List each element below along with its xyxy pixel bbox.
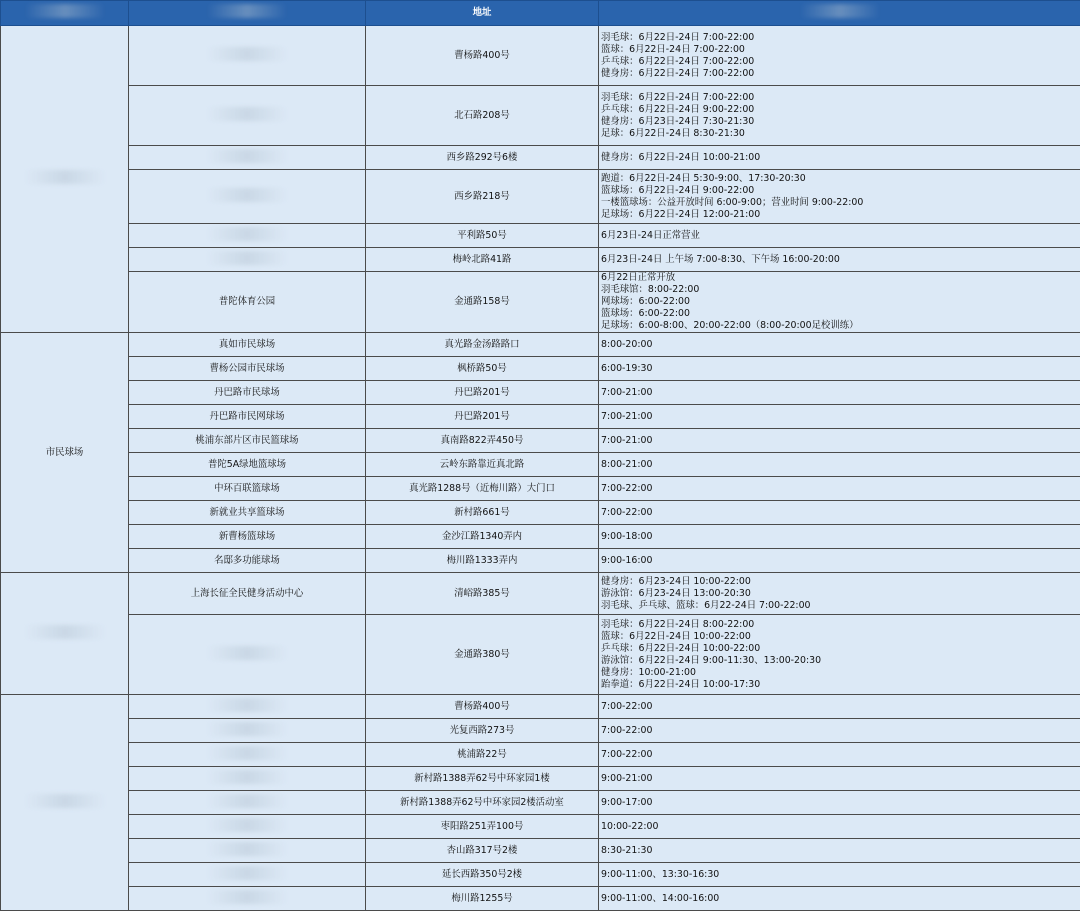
table-row — [1, 26, 1080, 86]
opening-hours-line: 9:00-16:00 — [601, 554, 653, 566]
opening-hours-line: 9:00-18:00 — [601, 530, 653, 542]
opening-hours-line: 足球场：6月22日-24日 12:00-21:00 — [601, 208, 761, 220]
table-row — [1, 839, 1080, 863]
table-row — [1, 863, 1080, 887]
opening-hours-line: 篮球：6月22日-24日 10:00-22:00 — [601, 630, 751, 642]
address-cell: 光复西路273号 — [366, 719, 599, 743]
venue-name-cell — [129, 719, 366, 743]
opening-hours-line: 6月23日-24日正常营业 — [601, 229, 700, 241]
opening-hours-cell — [599, 333, 1080, 357]
opening-hours-cell — [599, 863, 1080, 887]
table-row — [1, 405, 1080, 429]
address-cell: 丹巴路201号 — [366, 405, 599, 429]
opening-hours-line: 篮球：6月22日-24日 7:00-22:00 — [601, 43, 745, 55]
table-row — [1, 146, 1080, 170]
opening-hours-line: 羽毛球：6月22日-24日 8:00-22:00 — [601, 618, 755, 630]
opening-hours-line: 乒乓球：6月22日-24日 9:00-22:00 — [601, 103, 755, 115]
category-cell — [1, 26, 129, 333]
address-cell: 真南路822弄450号 — [366, 429, 599, 453]
address-cell: 新村路661号 — [366, 501, 599, 525]
opening-hours-line: 9:00-11:00、14:00-16:00 — [601, 892, 720, 904]
opening-hours-line: 8:00-21:00 — [601, 458, 653, 470]
table-row — [1, 453, 1080, 477]
opening-hours-line: 健身房：10:00-21:00 — [601, 666, 696, 678]
venue-name-cell — [129, 146, 366, 170]
address-cell: 云岭东路靠近真北路 — [366, 453, 599, 477]
address-cell: 杏山路317号2楼 — [366, 839, 599, 863]
address-cell: 真光路金汤路路口 — [366, 333, 599, 357]
venue-name-cell — [129, 170, 366, 224]
venue-name-cell: 曹杨公园市民球场 — [129, 357, 366, 381]
venue-name-cell: 普陀体育公园 — [129, 272, 366, 333]
venue-name-cell — [129, 815, 366, 839]
address-cell: 金沙江路1340弄内 — [366, 525, 599, 549]
address-cell: 桃浦路22号 — [366, 743, 599, 767]
opening-hours-cell — [599, 405, 1080, 429]
header-hours — [599, 1, 1080, 26]
venue-name-cell — [129, 248, 366, 272]
table-row — [1, 429, 1080, 453]
table-row — [1, 887, 1080, 911]
address-cell: 西乡路218号 — [366, 170, 599, 224]
venue-name-cell — [129, 224, 366, 248]
opening-hours-line: 一楼篮球场：公益开放时间 6:00-9:00；营业时间 9:00-22:00 — [601, 196, 864, 208]
opening-hours-line: 足球场：6:00-8:00、20:00-22:00（8:00-20:00足校训练） — [601, 320, 859, 331]
address-cell: 金通路380号 — [366, 615, 599, 695]
opening-hours-cell — [599, 26, 1080, 86]
venue-name-cell — [129, 887, 366, 911]
opening-hours-line: 跑道：6月22日-24日 5:30-9:00、17:30-20:30 — [601, 172, 806, 184]
table-row — [1, 525, 1080, 549]
opening-hours-cell — [599, 887, 1080, 911]
opening-hours-cell — [599, 501, 1080, 525]
venue-name-cell: 新曹杨篮球场 — [129, 525, 366, 549]
opening-hours-cell — [599, 477, 1080, 501]
opening-hours-cell — [599, 272, 1080, 333]
address-cell: 清峪路385号 — [366, 573, 599, 615]
opening-hours-line: 羽毛球馆：8:00-22:00 — [601, 284, 700, 295]
venue-name-cell: 桃浦东部片区市民篮球场 — [129, 429, 366, 453]
opening-hours-line: 7:00-21:00 — [601, 434, 653, 446]
venue-name-cell: 新就业共享篮球场 — [129, 501, 366, 525]
table-row — [1, 549, 1080, 573]
opening-hours-line: 9:00-21:00 — [601, 772, 653, 784]
opening-hours-cell — [599, 525, 1080, 549]
venue-name-cell — [129, 86, 366, 146]
opening-hours-cell — [599, 695, 1080, 719]
address-cell: 北石路208号 — [366, 86, 599, 146]
opening-hours-line: 7:00-22:00 — [601, 724, 653, 736]
address-cell: 金通路158号 — [366, 272, 599, 333]
opening-hours-line: 篮球场：6:00-22:00 — [601, 308, 690, 319]
venue-name-cell — [129, 615, 366, 695]
opening-hours-line: 7:00-22:00 — [601, 700, 653, 712]
address-cell: 梅川路1255号 — [366, 887, 599, 911]
opening-hours-line: 健身房：6月22日-24日 7:00-22:00 — [601, 67, 755, 79]
opening-hours-line: 乒乓球：6月22日-24日 7:00-22:00 — [601, 55, 755, 67]
opening-hours-cell — [599, 573, 1080, 615]
opening-hours-line: 7:00-22:00 — [601, 748, 653, 760]
table-row — [1, 381, 1080, 405]
opening-hours-cell — [599, 86, 1080, 146]
opening-hours-cell — [599, 146, 1080, 170]
table-row — [1, 170, 1080, 224]
venue-name-cell: 普陀5A绿地篮球场 — [129, 453, 366, 477]
address-cell: 延长西路350号2楼 — [366, 863, 599, 887]
venue-name-cell: 丹巴路市民球场 — [129, 381, 366, 405]
opening-hours-cell — [599, 615, 1080, 695]
opening-hours-line: 羽毛球：6月22日-24日 7:00-22:00 — [601, 31, 755, 43]
venue-name-cell: 真如市民球场 — [129, 333, 366, 357]
table-row — [1, 573, 1080, 615]
venue-name-cell — [129, 695, 366, 719]
opening-hours-line: 游泳馆：6月22日-24日 9:00-11:30、13:00-20:30 — [601, 654, 822, 666]
table-row — [1, 615, 1080, 695]
opening-hours-line: 跆拳道：6月22日-24日 10:00-17:30 — [601, 678, 761, 690]
opening-hours-line: 7:00-22:00 — [601, 506, 653, 518]
opening-hours-line: 10:00-22:00 — [601, 820, 659, 832]
opening-hours-line: 6月22日正常开放 — [601, 272, 676, 283]
table-row — [1, 272, 1080, 333]
address-cell: 枫桥路50号 — [366, 357, 599, 381]
opening-hours-line: 健身房：6月23日-24日 7:30-21:30 — [601, 115, 755, 127]
opening-hours-cell — [599, 453, 1080, 477]
opening-hours-cell — [599, 549, 1080, 573]
opening-hours-cell — [599, 719, 1080, 743]
opening-hours-cell — [599, 357, 1080, 381]
address-cell: 平利路50号 — [366, 224, 599, 248]
opening-hours-line: 7:00-21:00 — [601, 386, 653, 398]
opening-hours-cell — [599, 791, 1080, 815]
opening-hours-cell — [599, 381, 1080, 405]
address-cell: 枣阳路251弄100号 — [366, 815, 599, 839]
table-row — [1, 333, 1080, 357]
opening-hours-cell — [599, 743, 1080, 767]
category-cell — [1, 695, 129, 911]
opening-hours-line: 8:00-20:00 — [601, 338, 653, 350]
opening-hours-cell — [599, 170, 1080, 224]
table-row — [1, 791, 1080, 815]
opening-hours-cell — [599, 767, 1080, 791]
table-row — [1, 248, 1080, 272]
opening-hours-line: 篮球场：6月22日-24日 9:00-22:00 — [601, 184, 755, 196]
opening-hours-line: 8:30-21:30 — [601, 844, 653, 856]
opening-hours-line: 羽毛球、乒乓球、篮球：6月22-24日 7:00-22:00 — [601, 599, 811, 611]
opening-hours-cell — [599, 839, 1080, 863]
table-row — [1, 86, 1080, 146]
venue-name-cell: 丹巴路市民网球场 — [129, 405, 366, 429]
address-cell: 梅川路1333弄内 — [366, 549, 599, 573]
category-cell — [1, 573, 129, 695]
opening-hours-line: 游泳馆：6月23-24日 13:00-20:30 — [601, 587, 751, 599]
address-cell: 新村路1388弄62号中环家园2楼活动室 — [366, 791, 599, 815]
table-row — [1, 477, 1080, 501]
table-row — [1, 695, 1080, 719]
opening-hours-cell — [599, 815, 1080, 839]
address-cell: 真光路1288号（近梅川路）大门口 — [366, 477, 599, 501]
venue-name-cell: 中环百联篮球场 — [129, 477, 366, 501]
opening-hours-line: 9:00-11:00、13:30-16:30 — [601, 868, 720, 880]
opening-hours-line: 7:00-21:00 — [601, 410, 653, 422]
opening-hours-line: 健身房：6月22日-24日 10:00-21:00 — [601, 151, 761, 163]
opening-hours-cell — [599, 429, 1080, 453]
opening-hours-line: 羽毛球：6月22日-24日 7:00-22:00 — [601, 91, 755, 103]
venue-name-cell — [129, 791, 366, 815]
address-cell: 曹杨路400号 — [366, 695, 599, 719]
opening-hours-line: 乒乓球：6月22日-24日 10:00-22:00 — [601, 642, 761, 654]
venue-name-cell — [129, 767, 366, 791]
table-row — [1, 357, 1080, 381]
venue-name-cell — [129, 743, 366, 767]
table-row — [1, 767, 1080, 791]
address-cell: 梅岭北路41路 — [366, 248, 599, 272]
address-cell: 丹巴路201号 — [366, 381, 599, 405]
opening-hours-cell — [599, 224, 1080, 248]
opening-hours-line: 7:00-22:00 — [601, 482, 653, 494]
opening-hours-cell — [599, 248, 1080, 272]
venue-name-cell — [129, 26, 366, 86]
opening-hours-line: 足球：6月22日-24日 8:30-21:30 — [601, 127, 745, 139]
header-venue — [129, 1, 366, 26]
venue-name-cell: 上海长征全民健身活动中心 — [129, 573, 366, 615]
venue-name-cell: 名邸多功能球场 — [129, 549, 366, 573]
table-row — [1, 719, 1080, 743]
category-cell: 市民球场 — [1, 333, 129, 573]
table-row — [1, 224, 1080, 248]
table-header-row — [1, 1, 1080, 26]
address-cell: 西乡路292号6楼 — [366, 146, 599, 170]
table-row — [1, 815, 1080, 839]
header-address: 地址 — [366, 1, 599, 26]
opening-hours-line: 6月23日-24日 上午场 7:00-8:30、下午场 16:00-20:00 — [601, 253, 840, 265]
venue-name-cell — [129, 839, 366, 863]
venue-name-cell — [129, 863, 366, 887]
opening-hours-line: 9:00-17:00 — [601, 796, 653, 808]
table-row — [1, 743, 1080, 767]
address-cell: 新村路1388弄62号中环家园1楼 — [366, 767, 599, 791]
opening-hours-line: 6:00-19:30 — [601, 362, 653, 374]
address-cell: 曹杨路400号 — [366, 26, 599, 86]
table-body — [1, 26, 1080, 911]
opening-hours-line: 健身房：6月23-24日 10:00-22:00 — [601, 575, 751, 587]
header-category — [1, 1, 129, 26]
table-row — [1, 501, 1080, 525]
opening-hours-line: 网球场：6:00-22:00 — [601, 296, 690, 307]
